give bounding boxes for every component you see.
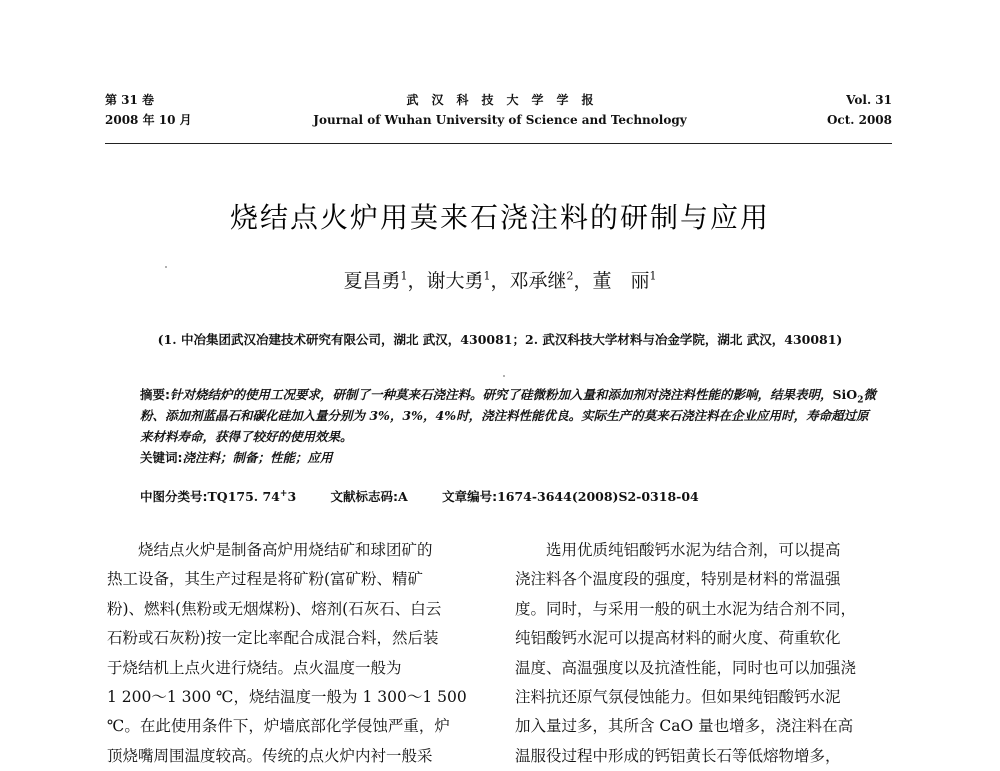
- classification-line: [140, 487, 729, 505]
- article-number: 文章编号:1674-3644(2008)S2-0318-04: [442, 489, 699, 504]
- header-volume-block: [105, 90, 192, 130]
- body-line: 选用优质纯铝酸钙水泥为结合剂，可以提高: [515, 541, 841, 559]
- author: 夏昌勇$^1$: [343, 269, 408, 292]
- clc-number: 中图分类号:TQ175. 74+3: [140, 488, 297, 504]
- header-volume: 第 31 卷: [105, 93, 155, 107]
- keywords-text: 浇注料；制备；性能；应用: [182, 450, 333, 465]
- header-journal-cn: 武汉科技大学学报: [406, 93, 607, 107]
- body-column-left: [107, 536, 490, 771]
- header-journal-en: Journal of Wuhan University of Science and Technology: [313, 113, 687, 127]
- body-line: 顶烧嘴周围温度较高。传统的点火炉内衬一般采: [107, 746, 433, 765]
- body-column-right: [515, 536, 898, 771]
- body-line: 烧结点火炉是制备高炉用烧结矿和球团矿的: [107, 541, 433, 559]
- body-line: 温度、高温强度以及抗渣性能，同时也可以加强浇: [515, 658, 857, 677]
- header-date-en: Oct. 2008: [826, 113, 892, 127]
- author-list: 夏昌勇$^1$，谢大勇$^1$，邓承继$^2$，董 丽$^1$: [343, 269, 657, 292]
- body-line: 粉)、燃料(焦粉或无烟煤粉)、熔剂(石灰石、白云: [107, 599, 442, 618]
- body-line: 浇注料各个温度段的强度，特别是材料的常温强: [515, 570, 841, 589]
- abstract-text-2: 微粉、添加剂蓝晶石和碳化硅加入量分别为 3%，3%，4%时，浇注料性能优良。实际生产的莫来石浇注料在企业应用时，寿命超过原来材料寿命，获得了较好的使用效果。: [140, 387, 876, 444]
- document-code: 文献标志码:A: [330, 489, 408, 504]
- body-line: 于烧结机上点火进行烧结。点火温度一般为: [107, 658, 402, 677]
- abstract-text-1: 针对烧结炉的使用工况要求，研制了一种莫来石浇注料。研究了硅微粉加入量和添加剂对浇注料性能的影响，结果表明，: [170, 387, 833, 402]
- body-line: 石粉或石灰粉)按一定比率配合成混合料，然后装: [107, 629, 439, 648]
- scan-speck: [165, 266, 167, 268]
- body-line: 热工设备，其生产过程是将矿粉(富矿粉、精矿: [107, 570, 424, 589]
- keywords-label: 关键词:: [140, 450, 183, 465]
- body-line: 度。同时，与采用一般的矾土水泥为结合剂不同，: [515, 599, 857, 618]
- abstract-label: 摘要:: [140, 387, 170, 402]
- body-line: 注料抗还原气氛侵蚀能力。但如果纯铝酸钙水泥: [515, 688, 841, 707]
- body-line: 温服役过程中形成的钙铝黄长石等低熔物增多，: [515, 746, 841, 765]
- body-line: 1 200～1 300 ℃，烧结温度一般为 1 300～1 500: [107, 688, 467, 707]
- keywords: [140, 447, 880, 468]
- author: 董 丽$^1$: [592, 269, 657, 292]
- header-date: 2008 年 10 月: [105, 113, 192, 127]
- author: 谢大勇$^1$: [426, 269, 491, 292]
- author: 邓承继$^2$: [509, 269, 574, 292]
- header-vol-en: Vol. 31: [846, 93, 892, 107]
- header-rule: [105, 143, 892, 144]
- body-line: 加入量过多，其所含 CaO 量也增多，浇注料在高: [515, 717, 854, 736]
- header-vol-en-block: [827, 90, 892, 130]
- scan-speck: [503, 375, 505, 377]
- abstract: [140, 384, 880, 468]
- affiliations: (1. 中冶集团武汉冶建技术研究有限公司，湖北 武汉，430081；2. 武汉科技大学材料与冶金学院，湖北 武汉，430081): [157, 332, 843, 347]
- abstract-paragraph: [140, 384, 880, 447]
- abstract-sio2: SiO$_2$: [832, 387, 864, 406]
- body-line: 纯铝酸钙水泥可以提高材料的耐火度、荷重软化: [515, 629, 841, 648]
- paper-title: 烧结点火炉用莫来石浇注料的研制与应用: [229, 201, 770, 234]
- header-journal-block: [300, 90, 700, 130]
- body-line: ℃。在此使用条件下，炉墙底部化学侵蚀严重，炉: [107, 717, 450, 736]
